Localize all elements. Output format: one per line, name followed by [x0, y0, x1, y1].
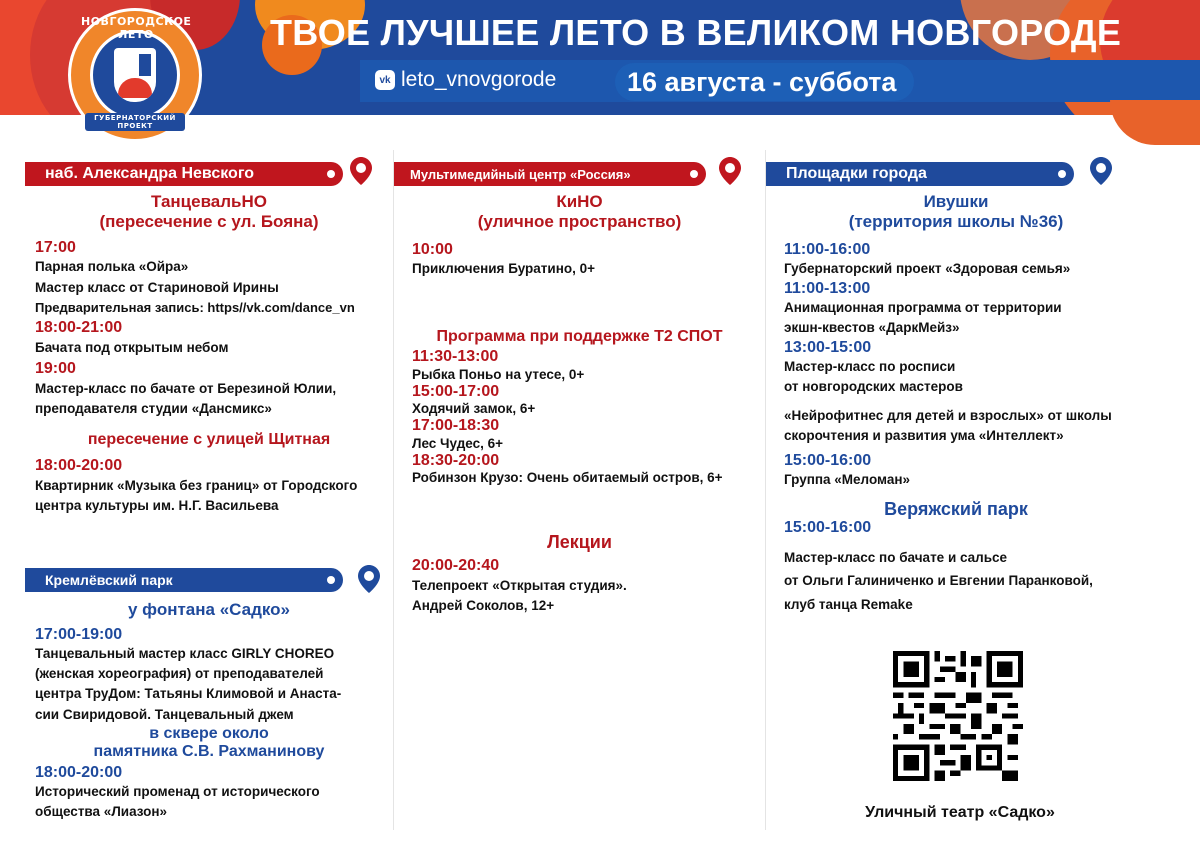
column-russia-center — [393, 150, 765, 830]
vk-link[interactable] — [375, 68, 556, 92]
map-pin-icon — [350, 157, 372, 185]
event-item: 17:00-19:00 Танцевальный мастер класс GIRLY CHOREO (женская хореография) от преподавателей центра ТруДом: Татьяны Климовой и Анаста- сии Свиридовой. Танцевальный джем — [35, 625, 342, 722]
event-item: 17:00 Парная полька «Ойра» Мастер класс от Стариновой Ирины Предварительная запись: https//vk.com/dance_vn — [35, 239, 355, 315]
event-item: 10:00 Приключения Буратино, 0+ — [412, 241, 596, 277]
map-pin-icon — [719, 157, 741, 185]
venue-label-pill — [394, 162, 706, 186]
coat-of-arms-icon — [114, 48, 156, 102]
event-list — [766, 519, 1185, 616]
logo-banner-text: ГУБЕРНАТОРСКИЙ ПРОЕКТ — [85, 113, 185, 131]
venue-label: Кремлёвский парк — [45, 572, 173, 588]
venue-subtitle: у фонтана «Садко» — [127, 600, 290, 619]
decor-blob — [1110, 100, 1200, 145]
event-item: 18:00-20:00 Квартирник «Музыка без границ» от Городского центра культуры им. Н.Г. Васильева — [35, 457, 358, 514]
section-title: Лекции — [547, 532, 612, 553]
event-item: 15:00-16:00 Группа «Меломан» — [784, 452, 910, 488]
column-kremlin-park — [25, 568, 393, 823]
logo-emblem — [90, 30, 180, 120]
column-nevsky — [25, 150, 393, 516]
venue-subtitle: КиНО (уличное пространство) — [477, 192, 682, 231]
event-item: 13:00-15:00 Мастер-класс по росписи от новгородских мастеров — [784, 338, 963, 395]
venue-subtitle: Веряжский парк — [884, 498, 1028, 519]
venue-label-pill — [25, 162, 343, 186]
event-item: 15:00-16:00 Мастер-класс по бачате и сальсе от Ольги Галиниченко и Евгении Паранковой, клуб танца Remake — [784, 519, 1093, 612]
qr-caption: Уличный театр «Садко» — [865, 804, 1055, 821]
event-list — [394, 241, 765, 280]
event-note: «Нейрофитнес для детей и взрослых» от школы скорочтения и развития ума «Интеллект» — [784, 407, 1112, 443]
event-list — [25, 626, 393, 725]
venue-header — [394, 162, 765, 186]
map-pin-icon — [358, 565, 380, 593]
event-item: 18:30-20:00 Робинзон Крузо: Очень обитаемый остров, 6+ — [412, 451, 723, 486]
event-item: 18:00-20:00 Исторический променад от исторического общества «Лиазон» — [35, 763, 320, 820]
event-list — [766, 241, 1185, 491]
venue-header — [766, 162, 1185, 186]
venue-label-pill — [766, 162, 1074, 186]
event-list — [25, 457, 393, 516]
vk-handle: leto_vnovgorode — [401, 68, 557, 91]
venue-label: Площадки города — [786, 165, 927, 182]
venue-subtitle: ТанцевальНО (пересечение с ул. Бояна) — [99, 192, 319, 231]
event-date: 16 августа - суббота — [627, 66, 897, 97]
qr-code-icon[interactable] — [893, 651, 1023, 781]
vk-icon: vk — [375, 70, 395, 90]
event-item: 19:00 Мастер-класс по бачате от Березиной Юлии, преподавателя студии «Дансмикс» — [35, 360, 337, 416]
section-title: Программа при поддержке Т2 СПОТ — [436, 327, 723, 345]
event-item: 18:00-21:00 Бачата под открытым небом — [35, 319, 229, 355]
event-item: 11:00-13:00 Анимационная программа от территории экшн-квестов «ДаркМейз» — [784, 279, 1062, 336]
map-pin-icon — [1090, 157, 1112, 185]
venue-label-pill — [25, 568, 343, 592]
event-list — [394, 348, 765, 486]
venue-subtitle: в сквере около памятника С.В. Рахманинову — [93, 724, 325, 761]
event-item: 17:00-18:30 Лес Чудес, 6+ — [412, 417, 504, 451]
page-title: ТВОЕ ЛУЧШЕЕ ЛЕТО В ВЕЛИКОМ НОВГОРОДЕ — [270, 12, 1122, 53]
logo-novgorod-summer — [68, 8, 202, 142]
event-item: 20:00-20:40 Телепроект «Открытая студия». Андрей Соколов, 12+ — [412, 557, 627, 613]
event-list — [394, 557, 765, 616]
event-list — [25, 239, 393, 419]
venue-subtitle: пересечение с улицей Щитная — [87, 431, 331, 449]
logo-ring-text: НОВГОРОДСКОЕ ЛЕТО — [81, 15, 192, 41]
event-list — [25, 764, 393, 823]
event-item: 11:00-16:00 Губернаторский проект «Здоровая семья» — [784, 241, 1071, 277]
venue-label: наб. Александра Невского — [45, 165, 255, 182]
venue-header — [25, 162, 393, 186]
venue-label: Мультимедийный центр «Россия» — [410, 166, 631, 182]
event-item: 11:30-13:00 Рыбка Поньо на утесе, 0+ — [412, 348, 585, 382]
venue-subtitle: Ивушки (территория школы №36) — [848, 192, 1064, 231]
venue-header — [25, 568, 393, 592]
date-badge — [615, 63, 914, 101]
event-item: 15:00-17:00 Ходячий замок, 6+ — [412, 382, 536, 417]
